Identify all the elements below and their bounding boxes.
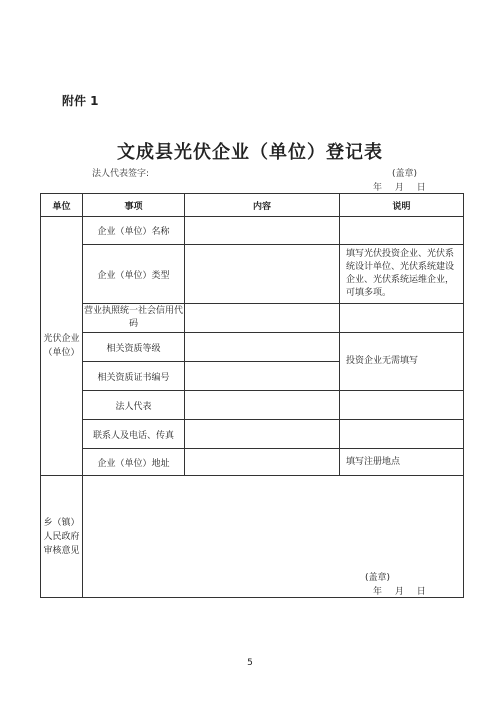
opinion-area[interactable] <box>83 476 464 598</box>
registration-table <box>40 193 464 598</box>
seal-label-top: (盖章) <box>392 169 418 179</box>
item-cell: 联系人及电话、传真 <box>83 420 185 449</box>
item-cell: 企业（单位）地址 <box>83 449 185 476</box>
page-number: 5 <box>247 658 253 668</box>
header-row <box>41 194 464 217</box>
note-cell-address: 填写注册地点 <box>340 449 464 476</box>
item-cell: 营业执照统一社会信用代码 <box>83 304 185 333</box>
table-row <box>41 245 464 304</box>
content-cell-legal-rep[interactable] <box>185 391 340 420</box>
legal-rep-signature-label: 法人代表签字: <box>92 169 150 179</box>
item-cell: 相关资质等级 <box>83 333 185 362</box>
seal-label-bottom: (盖章) <box>365 573 391 583</box>
content-cell-certificate-number[interactable] <box>185 362 340 391</box>
table-row <box>41 449 464 476</box>
item-cell: 企业（单位）类型 <box>83 245 185 304</box>
note-cell-empty <box>340 391 464 420</box>
note-cell-empty <box>340 420 464 449</box>
table-row <box>41 217 464 245</box>
header-content: 内容 <box>185 194 340 217</box>
table-row <box>41 304 464 333</box>
header-item: 事项 <box>83 194 185 217</box>
table-row <box>41 391 464 420</box>
opinion-label: 乡（镇）人民政府审核意见 <box>43 517 80 556</box>
content-cell-credit-code[interactable] <box>185 304 340 333</box>
form-title: 文成县光伏企业（单位）登记表 <box>117 142 383 163</box>
opinion-row <box>41 476 464 598</box>
content-cell-address[interactable] <box>185 449 340 476</box>
header-unit: 单位 <box>41 194 83 217</box>
note-cell <box>340 217 464 245</box>
unit-label-cell <box>41 217 83 476</box>
content-cell-company-name[interactable] <box>185 217 340 245</box>
opinion-label-cell <box>41 476 83 598</box>
date-label-top: 年 月 日 <box>373 183 426 193</box>
content-cell-company-type[interactable] <box>185 245 340 304</box>
unit-label: 光伏企业（单位） <box>43 334 80 358</box>
item-cell: 法人代表 <box>83 391 185 420</box>
note-cell-investor-exempt: 投资企业无需填写 <box>340 333 464 391</box>
header-note: 说明 <box>340 194 464 217</box>
table-row <box>41 333 464 362</box>
date-label-bottom: 年 月 日 <box>373 587 426 597</box>
note-cell-type-description: 填写光伏投资企业、光伏系统设计单位、光伏系统建设企业、光伏系统运维企业，可填多项。 <box>340 245 464 304</box>
table-row <box>41 420 464 449</box>
content-cell-qualification-level[interactable] <box>185 333 340 362</box>
item-cell: 相关资质证书编号 <box>83 362 185 391</box>
content-cell-contact[interactable] <box>185 420 340 449</box>
attachment-label: 附件 1 <box>62 94 99 108</box>
item-cell: 企业（单位）名称 <box>83 217 185 245</box>
note-cell-empty <box>340 304 464 333</box>
